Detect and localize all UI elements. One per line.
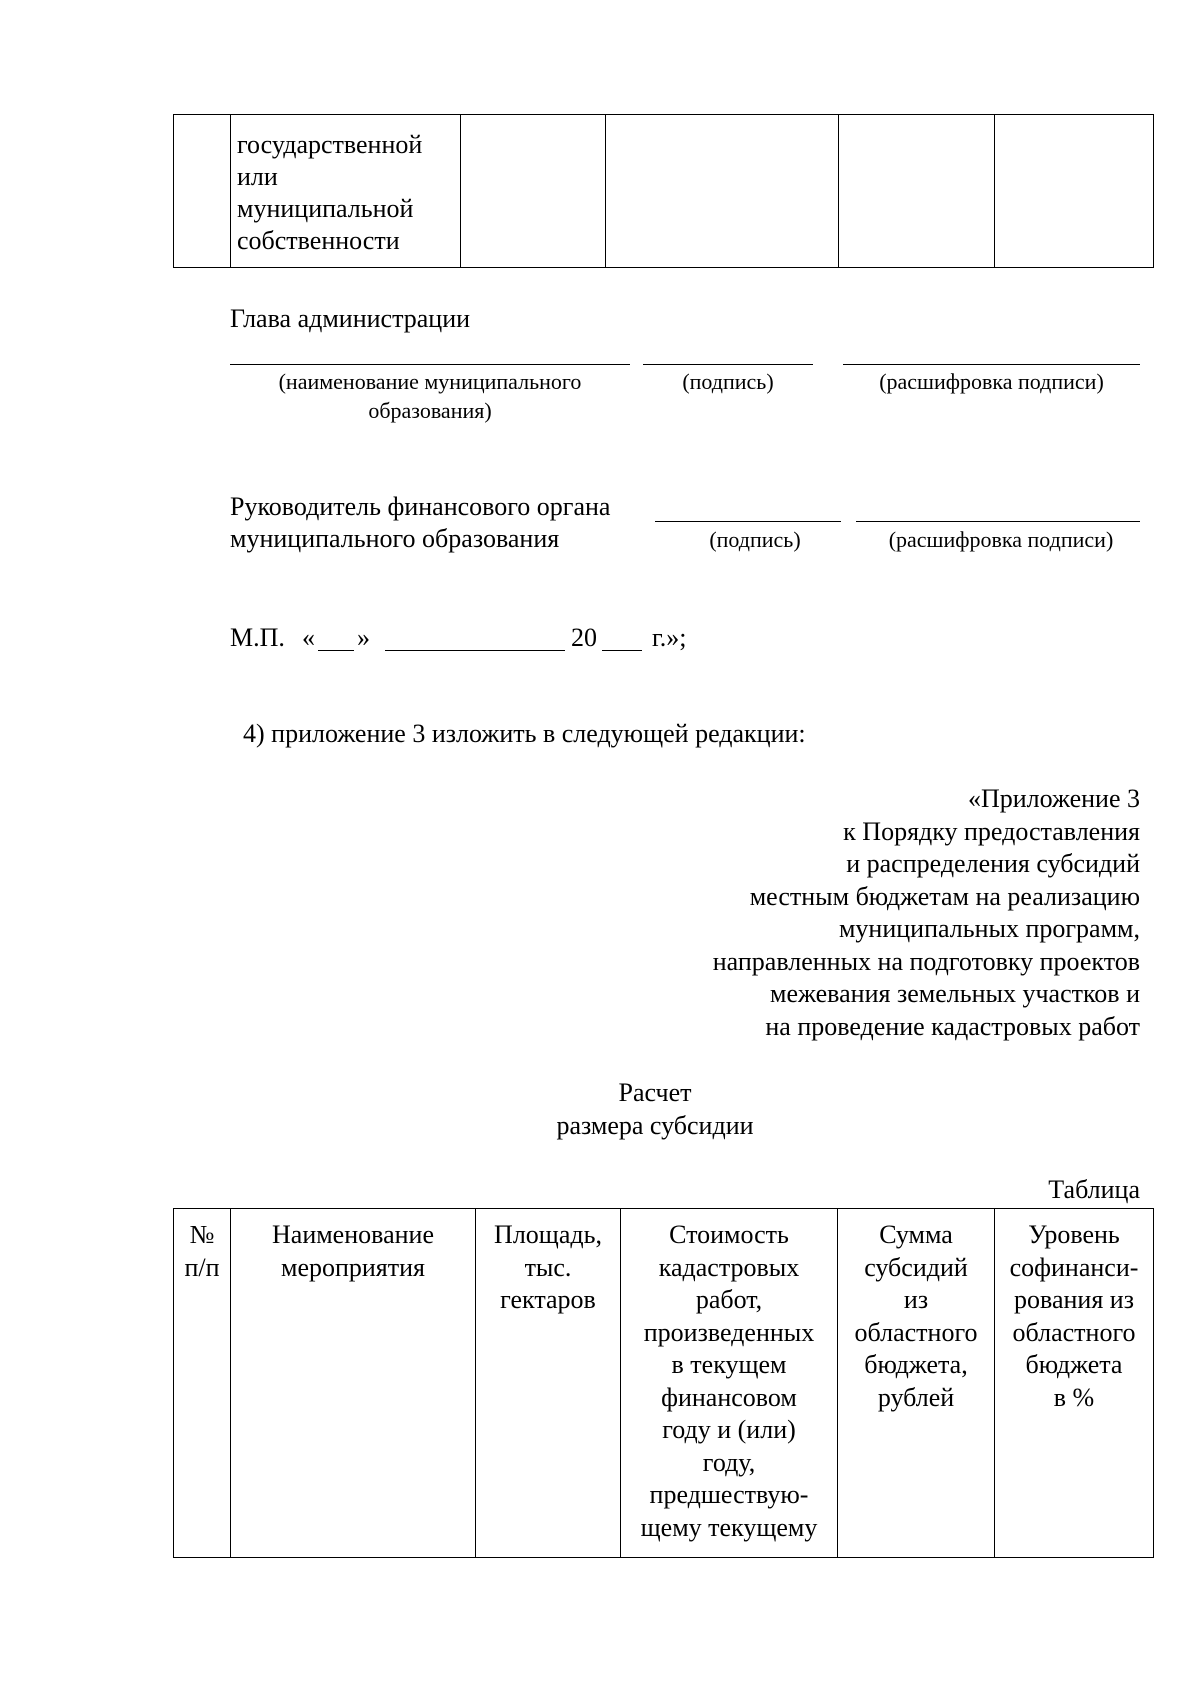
finance-signature-line (655, 521, 841, 522)
signature-line-decode (843, 364, 1140, 365)
stamp-close-quote: » (357, 623, 370, 652)
header-text-line: финансовом (661, 1382, 797, 1412)
header-text-line: Уровень (1028, 1220, 1120, 1249)
header-text-line: областного (1012, 1317, 1136, 1347)
finance-title-line2: муниципального образования (230, 524, 560, 553)
top-table-cell-empty (461, 115, 606, 268)
caption-signature: (подпись) (682, 369, 774, 394)
top-table-cell-number (174, 115, 231, 268)
finance-caption-signature: (подпись) (709, 527, 801, 552)
finance-decode-line (856, 521, 1140, 522)
header-cadastral-cost (621, 1209, 838, 1558)
top-table-cell-empty (839, 115, 995, 268)
appendix-line: межевания земельных участков и (770, 979, 1140, 1008)
header-text-line: Стоимость (669, 1220, 789, 1249)
header-cofinancing-level (995, 1209, 1154, 1558)
header-text-line: рублей (877, 1382, 955, 1412)
appendix-line: направленных на подготовку проектов (712, 946, 1140, 976)
header-text-line: в текущем (671, 1350, 787, 1379)
header-text-line: тыс. (524, 1252, 572, 1282)
signature-line-municipality (230, 364, 630, 365)
appendix-line: «Приложение 3 (967, 784, 1140, 813)
calc-title-line1: Расчет (618, 1078, 692, 1107)
finance-caption-decode: (расшифровка подписи) (888, 527, 1114, 552)
head-title: Глава администрации (230, 304, 471, 333)
header-text-line: щему текущему (640, 1512, 818, 1542)
caption-municipality-2: образования) (368, 398, 492, 423)
top-table-cell-empty (606, 115, 839, 268)
stamp-year-prefix: 20 (571, 623, 597, 652)
top-table (173, 114, 1154, 268)
header-text-line: произведенных (643, 1317, 815, 1347)
calc-title-line2: размера субсидии (556, 1110, 754, 1140)
header-text-line: гектаров (500, 1285, 596, 1314)
header-text-line: в % (1053, 1382, 1095, 1412)
header-subsidy-sum (838, 1209, 995, 1558)
appendix-line: местным бюджетам на реализацию (749, 881, 1140, 911)
header-number (174, 1209, 231, 1558)
stamp-mp: М.П. (230, 623, 285, 652)
header-text-line: кадастровых (658, 1252, 800, 1282)
top-table-text-line: или (237, 162, 278, 191)
appendix-line: на проведение кадастровых работ (765, 1011, 1140, 1041)
header-text-line: № (189, 1220, 215, 1249)
header-event-name (231, 1209, 476, 1558)
caption-municipality-1: (наименование муниципального (278, 369, 582, 394)
header-text-line: мероприятия (280, 1252, 425, 1282)
header-text-line: Сумма (879, 1220, 953, 1249)
header-area (476, 1209, 621, 1558)
stamp-open-quote: « (302, 623, 315, 652)
date-month-line (385, 650, 565, 651)
header-text-line: Наименование (272, 1220, 434, 1249)
header-text-line: Площадь, (494, 1220, 602, 1249)
date-day-line (318, 650, 354, 651)
calc-title (430, 1077, 880, 1142)
date-year-line (602, 650, 642, 651)
main-table (173, 1208, 1154, 1558)
header-text-line: из (903, 1285, 929, 1314)
header-text-line: субсидий (864, 1252, 968, 1282)
top-table-cell-empty (995, 115, 1154, 268)
header-text-line: работ, (695, 1285, 763, 1314)
appendix-line: и распределения субсидий (846, 849, 1140, 878)
header-text-line: бюджета (1025, 1350, 1123, 1379)
instruction-text: 4) приложение 3 изложить в следующей редакции: (243, 719, 806, 748)
appendix-header (713, 783, 1140, 1043)
header-text-line: году и (или) (662, 1415, 796, 1444)
header-text-line: рования из (1014, 1285, 1134, 1314)
top-table-text-line: собственности (237, 226, 400, 255)
header-text-line: областного (854, 1317, 978, 1347)
top-table-text-line: государственной (237, 130, 423, 159)
finance-title-line1: Руководитель финансового органа (230, 492, 611, 521)
top-table-cell-name (231, 115, 461, 268)
header-text-line: году, (702, 1447, 756, 1477)
appendix-line: к Порядку предоставления (843, 816, 1140, 846)
header-text-line: бюджета, (864, 1350, 968, 1379)
table-label: Таблица (1048, 1175, 1140, 1204)
caption-decode: (расшифровка подписи) (879, 369, 1104, 394)
header-text-line: софинанси- (1009, 1252, 1139, 1282)
top-table-text-line: муниципальной (237, 194, 414, 223)
header-text-line: предшествую- (649, 1480, 809, 1509)
signature-line-sign (643, 364, 813, 365)
appendix-line: муниципальных программ, (838, 914, 1140, 943)
stamp-year-suffix: г.»; (652, 623, 687, 652)
header-text-line: п/п (184, 1252, 220, 1282)
